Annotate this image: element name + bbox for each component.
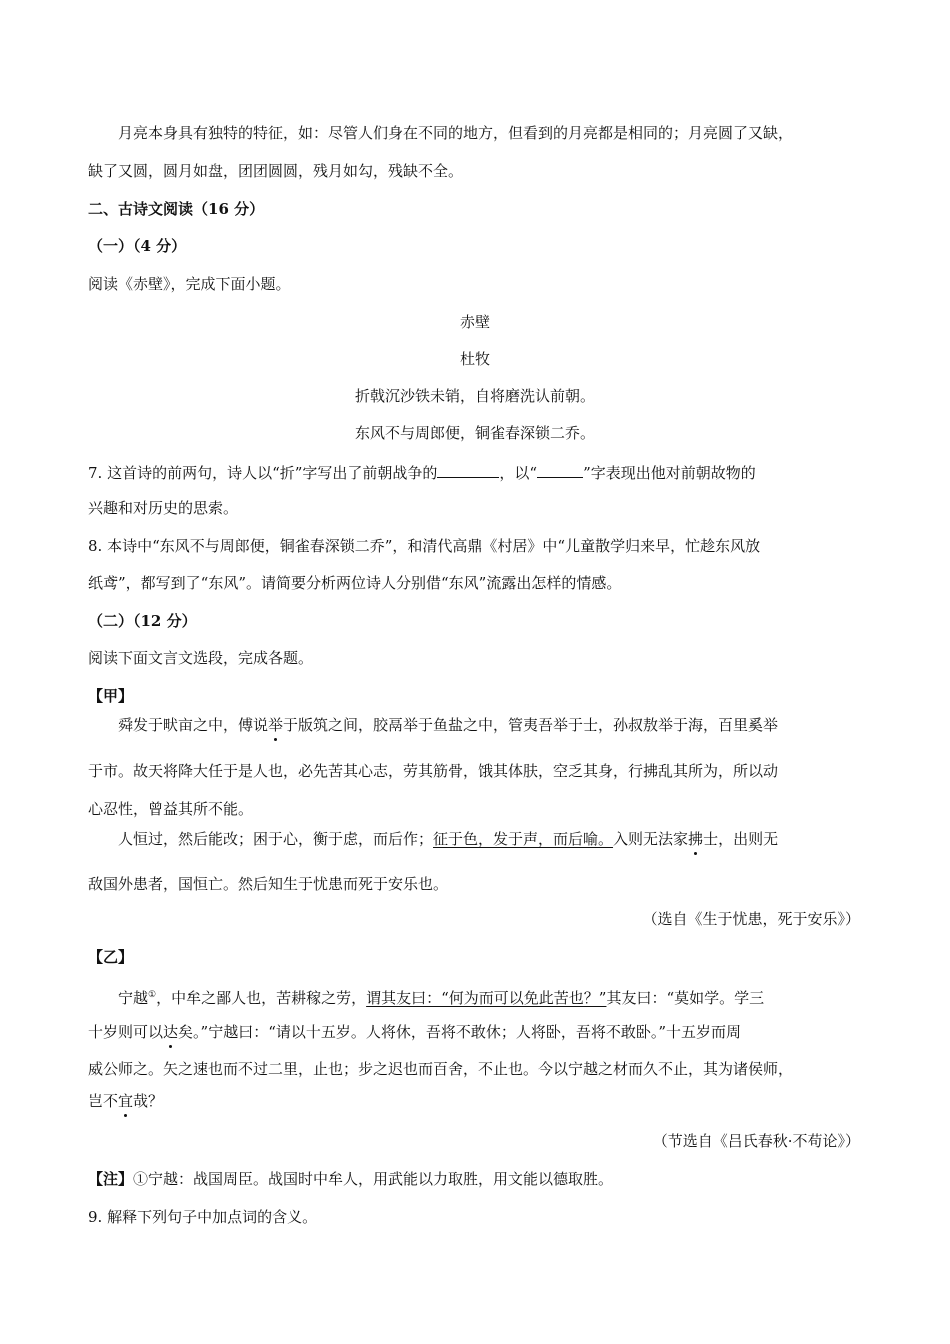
question-8-line-1: 8. 本诗中“东风不与周郎便，铜雀春深锁二乔”，和清代高鼎《村居》中“儿童散学归来早，忙趁东风放 [88,537,761,555]
part-1-instruction: 阅读《赤壁》，完成下面小题。 [88,275,291,293]
yi-text: 宁越 [118,989,149,1007]
question-7-line-1 [88,461,756,483]
question-9: 9. 解释下列句子中加点词的含义。 [88,1208,318,1226]
jia-text: 于版筑之间，胶鬲举于鱼盐之中，管夷吾举于士，孙叔敖举于海，百里奚举 [283,716,779,734]
poem-line-1: 折戟沉沙铁未销，自将磨洗认前朝。 [354,387,595,405]
jia-text: 舜发于畎亩之中，傅说 [118,716,269,734]
yi-source: （节选自《吕氏春秋·不苟论》） [652,1132,860,1150]
section-2-title: 二、古诗文阅读（16 分） [88,200,265,218]
underlined-sentence-jia: 征于色，发于声，而后喻。 [433,830,614,848]
yi-line-1 [118,985,764,1008]
poem-author: 杜牧 [459,350,490,368]
yi-text: 岂不 [88,1092,119,1110]
answer-blank-1[interactable] [437,461,499,478]
jia-source: （选自《生于忧患，死于安乐》） [642,910,860,928]
yi-line-4 [88,1091,163,1111]
note-text: ①宁越：战国周臣。战国时中牟人，用武能以力取胜，用文能以德取胜。 [133,1170,614,1188]
answer-blank-2[interactable] [537,461,583,478]
part-2-label: （二）（12 分） [88,612,197,630]
yi-line-3: 威公师之。矢之速也而不过二里，止也；步之迟也而百舍，不止也。今以宁越之材而久不止，其为诸侯师， [88,1060,794,1078]
q7-text-a: 7. 这首诗的前两句，诗人以“折”字写出了前朝战争的 [88,464,438,482]
intro-line-1: 月亮本身具有独特的特征，如：尽管人们身在不同的地方，但看到的月亮都是相同的；月亮圆了又缺， [118,124,794,142]
part-1-label: （一）（4 分） [88,237,187,255]
yi-text: ，中牟之鄙人也，苦耕稼之劳， [156,989,367,1007]
jia-para-2-line-1 [118,829,778,849]
jia-text: 人恒过，然后能改；困于心，衡于虑，而后作； [118,830,434,848]
yi-text: 矣。”宁越曰：“请以十五岁。人将休，吾将不敢休；人将卧，吾将不敢卧。”十五岁而周 [178,1023,742,1041]
poem-line-2: 东风不与周郎便，铜雀春深锁二乔。 [354,424,595,442]
passage-jia-label: 【甲】 [88,687,134,705]
yi-text: 其友曰：“莫如学。学三 [606,989,765,1007]
part-2-instruction: 阅读下面文言文选段，完成各题。 [88,649,314,667]
jia-para-1-line-1 [118,715,778,735]
q7-text-c: ”字表现出他对前朝故物的 [583,464,756,482]
yi-text: 十岁则可以 [88,1023,164,1041]
q7-text-b: ，以“ [499,464,538,482]
jia-para-1-line-2: 于市。故天将降大任于是人也，必先苦其心志，劳其筋骨，饿其体肤，空乏其身，行拂乱其所为，所以动 [88,762,779,780]
underlined-sentence-yi: 谓其友曰：“何为而可以免此苦也？” [366,989,607,1007]
jia-para-2-line-2: 敌国外患者，国恒亡。然后知生于忧患而死于安乐也。 [88,875,449,893]
dotted-word-fu: 拂 [688,830,704,848]
annotation-note [88,1169,613,1189]
note-label: 【注】 [88,1170,134,1188]
yi-line-2 [88,1022,741,1042]
intro-line-2: 缺了又圆，圆月如盘，团团圆圆，残月如勾，残缺不全。 [88,162,464,180]
jia-para-1-line-3: 心忍性，曾益其所不能。 [88,800,254,818]
jia-text: 入则无法家 [613,830,689,848]
dotted-word-ju: 举 [268,716,284,734]
question-8-line-2: 纸鸢”，都写到了“东风”。请简要分析两位诗人分别借“东风”流露出怎样的情感。 [88,574,622,592]
dotted-word-da: 达 [163,1023,179,1041]
footnote-mark: ① [148,990,157,1000]
yi-text: 哉？ [133,1092,164,1110]
question-7-line-2: 兴趣和对历史的思索。 [88,499,239,517]
dotted-word-yi: 宜 [118,1092,134,1110]
passage-yi-label: 【乙】 [88,948,134,966]
jia-text: 士，出则无 [703,830,779,848]
poem-title: 赤壁 [459,313,490,331]
